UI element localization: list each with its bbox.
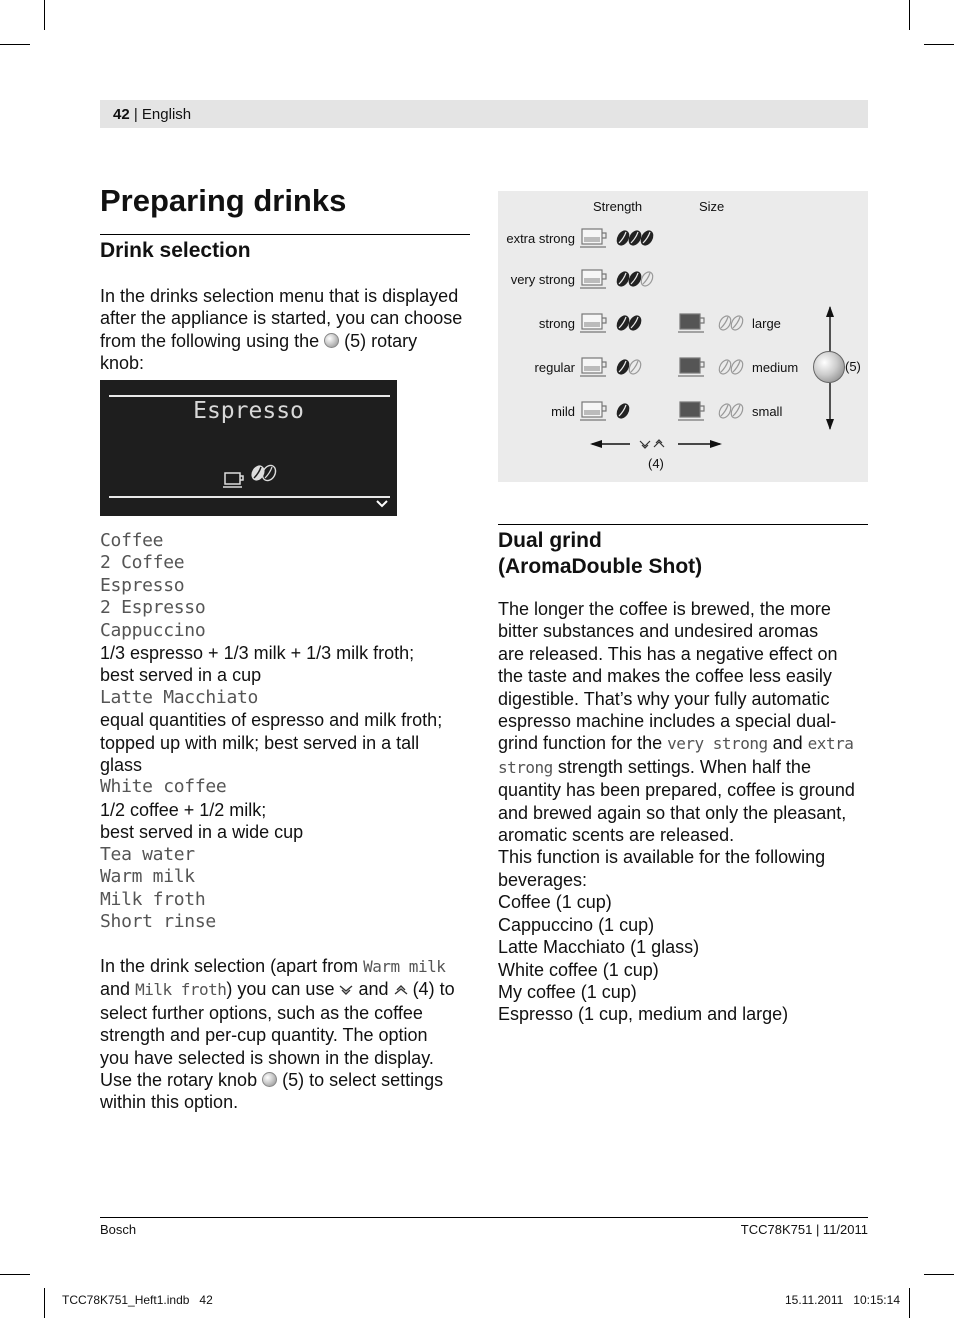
- rotary-knob-icon: [262, 1072, 277, 1087]
- drink-name: White coffee: [100, 776, 227, 798]
- display-text: Warm milk: [363, 957, 446, 976]
- size-header: Size: [699, 199, 725, 214]
- outro-text: and: [100, 979, 131, 1000]
- beverage-item: Espresso (1 cup, medium and large): [498, 1004, 789, 1025]
- crop-mark: [924, 1274, 954, 1275]
- size-cup-icon: [678, 358, 704, 376]
- crop-mark: [0, 1274, 30, 1275]
- display-text: very strong: [667, 734, 768, 754]
- coffee-bean-icon: [615, 270, 655, 288]
- coffee-bean-icon: [615, 229, 655, 247]
- strength-label: strong: [538, 316, 575, 331]
- drink-selection-outro: [100, 955, 475, 1114]
- outro-text: In the drink selection (apart from: [100, 956, 359, 976]
- beverage-item: Coffee (1 cup): [498, 892, 612, 913]
- drink-name: Short rinse: [100, 910, 216, 932]
- body-line: the taste and makes the coffee less easily: [498, 666, 832, 687]
- display-text: strong: [498, 757, 553, 777]
- body-line: espresso machine includes a special dual-: [498, 711, 837, 732]
- crop-mark: [909, 1288, 910, 1318]
- knob-reference: (5): [845, 359, 861, 374]
- body-line: beverages:: [498, 869, 588, 890]
- language-label: English: [141, 106, 192, 123]
- drink-selection-heading: Drink selection: [100, 239, 251, 262]
- drink-description: topped up with milk; best served in a tall: [100, 732, 420, 753]
- coffee-bean-icon: [717, 402, 745, 420]
- crop-mark: [924, 44, 954, 45]
- body-line: aromatic scents are released.: [498, 825, 735, 846]
- dual-grind-text: [498, 598, 873, 1026]
- size-cup-icon: [678, 314, 704, 332]
- drink-name: Warm milk: [100, 866, 195, 888]
- drink-name: Coffee: [100, 530, 164, 551]
- beverage-item: Latte Macchiato (1 glass): [498, 937, 700, 958]
- footer-rule: [100, 1217, 868, 1218]
- strength-label: extra strong: [506, 231, 575, 246]
- drink-name: Latte Macchiato: [100, 686, 259, 708]
- coffee-bean-icon: [250, 464, 278, 482]
- beverage-item: Cappuccino (1 cup): [498, 914, 655, 935]
- display-title: Espresso: [193, 398, 304, 424]
- drink-name: Tea water: [100, 843, 195, 865]
- size-label: small: [752, 404, 783, 419]
- body-line: The longer the coffee is brewed, the more: [498, 599, 831, 619]
- display-text: extra: [807, 734, 854, 754]
- coffee-bean-icon: [615, 402, 631, 420]
- outro-text: (5) to select settings: [282, 1070, 444, 1091]
- strength-cup-icon: [580, 229, 606, 247]
- crop-mark: [909, 0, 910, 30]
- drink-description: 1/2 coffee + 1/2 milk;: [100, 799, 267, 820]
- outro-text: and: [358, 979, 389, 1000]
- strength-size-diagram: [498, 191, 868, 482]
- body-line: grind function for the: [498, 733, 663, 754]
- drink-name: 2 Espresso: [100, 597, 206, 619]
- outro-text: you have selected is shown in the display.: [100, 1047, 434, 1068]
- coffee-bean-icon: [717, 314, 745, 332]
- intro-line: knob:: [100, 353, 145, 374]
- outro-text: (4) to: [412, 979, 455, 1000]
- body-line: and: [772, 733, 803, 754]
- intro-line: from the following using the: [100, 330, 320, 351]
- drink-description: glass: [100, 755, 143, 776]
- dual-grind-heading: [498, 528, 702, 580]
- body-line: are released. This has a negative effect on: [498, 643, 838, 664]
- outro-text: ) you can use: [226, 979, 335, 1000]
- buttons-reference: (4): [648, 456, 664, 471]
- strength-label: very strong: [510, 272, 575, 287]
- footer-model-date: TCC78K751 | 11/2011: [740, 1222, 868, 1237]
- beverage-item: My coffee (1 cup): [498, 981, 637, 1002]
- crop-mark: [44, 1288, 45, 1318]
- page-header: [100, 100, 868, 128]
- display-divider: [109, 395, 390, 397]
- drink-name: 2 Coffee: [100, 552, 185, 574]
- display-divider: [109, 496, 390, 498]
- strength-cup-icon: [580, 358, 606, 376]
- chevron-down-button-icon: [339, 984, 353, 996]
- size-cup-icon: [678, 402, 704, 420]
- crop-mark: [0, 44, 30, 45]
- drink-description: equal quantities of espresso and milk froth;: [100, 710, 443, 731]
- drink-description: best served in a wide cup: [100, 822, 304, 843]
- page-title: Preparing drinks: [100, 183, 347, 218]
- chevron-up-button-icon: [394, 984, 408, 996]
- section-rule: [100, 234, 470, 235]
- heading-line: Dual grind: [498, 529, 602, 552]
- crop-mark: [44, 0, 45, 30]
- section-rule: [498, 524, 868, 525]
- body-line: and brewed again so that only the pleasant,: [498, 802, 847, 823]
- drink-name: Espresso: [100, 574, 185, 596]
- outro-text: within this option.: [100, 1092, 239, 1113]
- size-label: medium: [752, 360, 799, 375]
- body-line: quantity has been prepared, coffee is ground: [498, 780, 855, 801]
- page-number-label: 42 | English: [113, 106, 192, 123]
- intro-line: In the drinks selection menu that is displayed: [100, 286, 459, 306]
- rotary-knob-icon: [324, 333, 339, 348]
- display-text: Milk froth: [135, 980, 227, 1000]
- heading-line: (AromaDouble Shot): [498, 555, 703, 578]
- coffee-bean-icon: [717, 358, 745, 376]
- drink-description: 1/3 espresso + 1/3 milk + 1/3 milk froth;: [100, 643, 415, 664]
- slug-file: TCC78K751_Heft1.indb 42: [62, 1293, 213, 1307]
- cup-icon: [222, 469, 248, 491]
- strength-cup-icon: [580, 314, 606, 332]
- drink-list: [100, 530, 475, 933]
- strength-cup-icon: [580, 270, 606, 288]
- drink-name: Cappuccino: [100, 619, 206, 641]
- strength-label: mild: [551, 404, 575, 419]
- drink-selection-intro: [100, 285, 475, 375]
- strength-header: Strength: [593, 199, 643, 214]
- size-label: large: [752, 316, 781, 331]
- slug-datetime: 15.11.2011 10:15:14: [785, 1293, 900, 1307]
- drink-name: Milk froth: [100, 888, 206, 910]
- body-line: strength settings. When half the: [557, 756, 811, 777]
- intro-line: (5) rotary: [344, 330, 418, 351]
- outro-text: select further options, such as the coffee: [100, 1002, 423, 1023]
- outro-text: Use the rotary knob: [100, 1070, 258, 1091]
- body-line: This function is available for the following: [498, 847, 826, 868]
- rotary-knob-icon: [813, 351, 845, 383]
- intro-line: after the appliance is started, you can choose: [100, 308, 463, 329]
- chevron-down-icon: [376, 500, 388, 509]
- body-line: digestible. That’s why your fully automatic: [498, 688, 830, 709]
- horizontal-arrow-icon: [588, 437, 728, 451]
- outro-text: strength and per-cup quantity. The option: [100, 1025, 428, 1046]
- beverage-item: White coffee (1 cup): [498, 959, 659, 980]
- display-screen: [100, 380, 397, 516]
- strength-cup-icon: [580, 402, 606, 420]
- body-line: bitter substances and undesired aromas: [498, 621, 819, 642]
- footer-brand: Bosch: [100, 1222, 137, 1237]
- drink-description: best served in a cup: [100, 665, 262, 686]
- coffee-bean-icon: [615, 314, 643, 332]
- coffee-bean-icon: [615, 358, 643, 376]
- page-number: 42: [113, 106, 130, 123]
- strength-label: regular: [534, 360, 575, 375]
